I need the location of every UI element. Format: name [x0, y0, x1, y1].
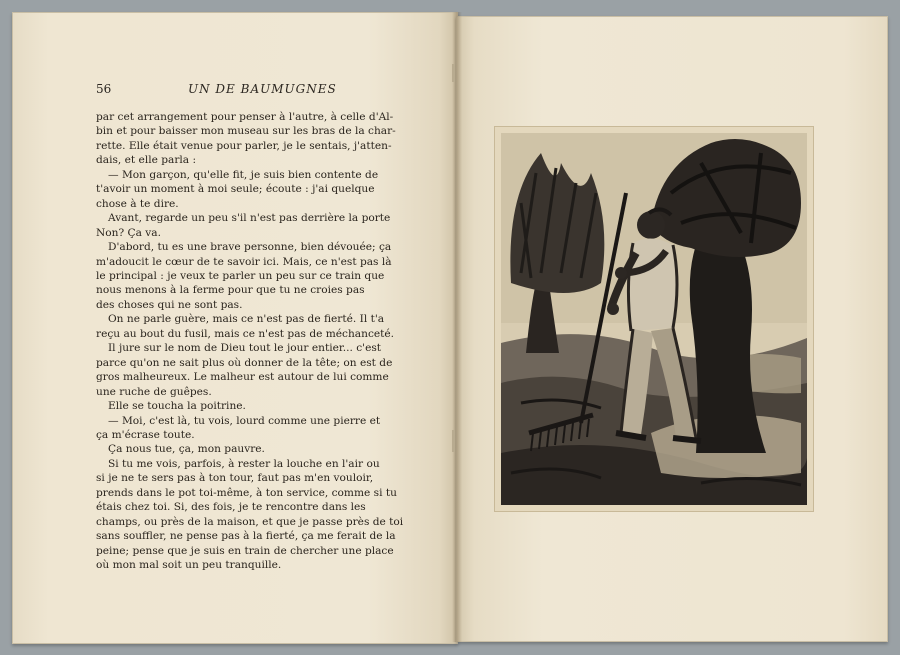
text-line: bin et pour baisser mon museau sur les bras de la char-	[96, 125, 396, 138]
text-line: peine; pense que je suis en train de chercher une place	[96, 544, 394, 557]
text-line: chose à te dire.	[96, 197, 179, 210]
text-line: Elle se toucha la poitrine.	[108, 400, 246, 413]
text-line: — Moi, c'est là, tu vois, lourd comme une pierre et	[108, 414, 381, 427]
text-line: étais chez toi. Si, des fois, je te rencontre dans les	[96, 501, 366, 514]
text-line: si je ne te sers pas à ton tour, faut pas m'en vouloir,	[96, 472, 374, 485]
text-line: où mon mal soit un peu tranquille.	[96, 559, 282, 572]
page-header	[96, 82, 396, 100]
text-line: Il jure sur le nom de Dieu tout le jour entier... c'est	[108, 342, 382, 355]
page-number: 56	[96, 82, 112, 96]
binding-thread	[452, 430, 455, 452]
text-line: Ça nous tue, ça, mon pauvre.	[108, 443, 265, 456]
text-line: le principal : je veux te parler un peu sur ce train que	[96, 269, 385, 282]
text-line: sans souffler, ne pense pas à la fierté, ça me ferait de la	[96, 530, 396, 543]
text-line: prends dans le pot toi-même, à ton service, comme si tu	[96, 486, 397, 499]
text-line: par cet arrangement pour penser à l'autre, à celle d'Al-	[96, 111, 394, 123]
body-text	[96, 110, 404, 573]
ink-illustration-farmer-raking	[501, 133, 807, 505]
text-line: On ne parle guère, mais ce n'est pas de fierté. Il t'a	[108, 313, 385, 326]
text-line: D'abord, tu es une brave personne, bien dévouée; ça	[108, 241, 392, 254]
text-line: parce qu'on ne sait plus où donner de la tête; on est de	[96, 356, 393, 369]
text-line: champs, ou près de la maison, et que je passe près de toi	[96, 515, 404, 528]
text-line: Avant, regarde un peu s'il n'est pas derrière la porte	[108, 212, 391, 225]
text-line: ça m'écrase toute.	[96, 428, 195, 441]
running-title: UN DE BAUMUGNES	[188, 82, 337, 96]
text-line: reçu au bout du fusil, mais ce n'est pas de méchanceté.	[96, 327, 395, 340]
text-line: m'adoucit le cœur de te savoir ici. Mais, ce n'est pas là	[96, 255, 392, 268]
text-line: gros malheureux. Le malheur est autour de lui comme	[96, 371, 389, 384]
text-line: Si tu me vois, parfois, à rester la louche en l'air ou	[108, 457, 380, 470]
text-line: rette. Elle était venue pour parler, je le sentais, j'atten-	[96, 139, 392, 152]
illustration-plate	[494, 126, 814, 512]
text-line: nous menons à la ferme pour que tu ne croies pas	[96, 284, 365, 297]
book-spine	[452, 12, 462, 642]
text-line: une ruche de guêpes.	[96, 385, 212, 398]
text-line: t'avoir un moment à moi seule; écoute : j'ai quelque	[96, 183, 375, 196]
text-line: dais, et elle parla :	[96, 154, 197, 167]
text-line: — Mon garçon, qu'elle fit, je suis bien contente de	[108, 168, 379, 181]
binding-thread	[452, 64, 455, 82]
text-line: Non? Ça va.	[96, 226, 161, 239]
text-line: des choses qui ne sont pas.	[96, 298, 243, 311]
